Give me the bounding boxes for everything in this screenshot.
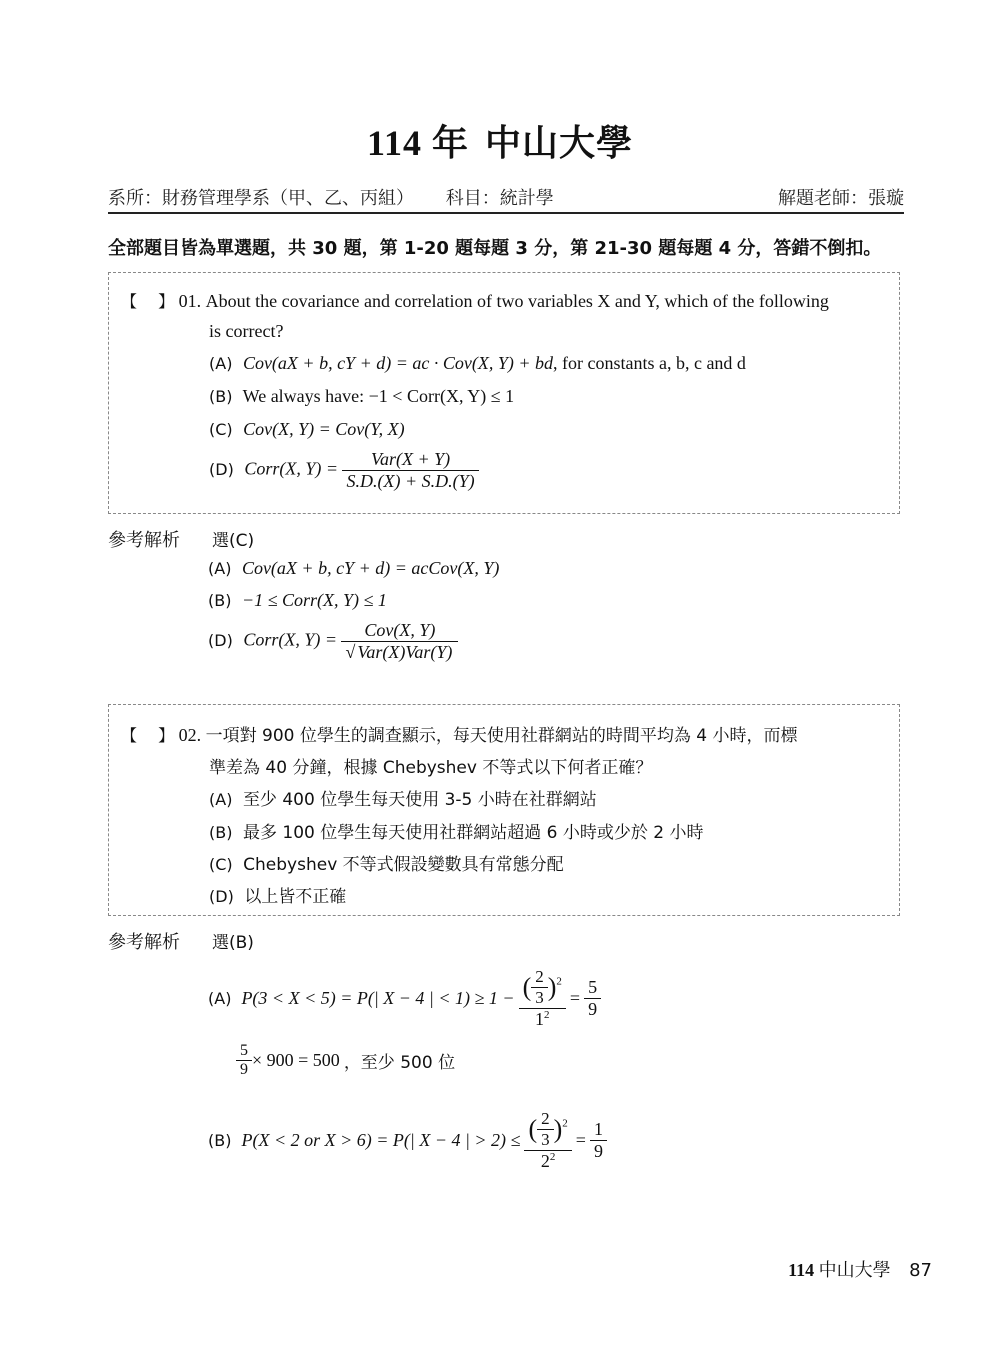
page-number: 87 xyxy=(909,1260,932,1281)
option-label: (B) xyxy=(209,387,233,406)
answer-expr: P(3 < X < 5) = P(| X − 4 | < 1) ≥ 1 − xyxy=(241,987,515,1008)
denominator: S.D.(X) + S.D.(Y) xyxy=(342,470,478,492)
option-label: (A) xyxy=(209,354,233,373)
exam-notice: 全部題目皆為單選題，共 30 題，第 1-20 題每題 3 分，第 21-30 題每題 4 分，答錯不倒扣。 xyxy=(108,238,882,259)
numerator: ( $\frac{2}{3}$ )$^2$ xyxy=(522,966,562,1007)
denominator xyxy=(519,1008,566,1030)
numerator: 5 xyxy=(240,1042,248,1059)
teacher: 解題老師：張璇 xyxy=(778,188,904,209)
answer-expr: −1 ≤ Corr(X, Y) ≤ 1 xyxy=(241,590,387,610)
answer-choice xyxy=(212,928,254,953)
numerator: 5 xyxy=(588,976,598,997)
answer-a xyxy=(208,558,499,579)
answer-expr: Cov(aX + b, cY + d) = acCov(X, Y) xyxy=(241,558,500,578)
footer-year: 114 xyxy=(788,1260,815,1280)
question-stem xyxy=(121,721,797,746)
base: 2 xyxy=(540,1150,550,1171)
fraction xyxy=(341,620,458,663)
option-text: 以上皆不正確 xyxy=(244,887,347,907)
answer-choice-text: 選(B) xyxy=(212,933,254,953)
numerator: Var(X + Y) xyxy=(370,449,451,469)
option-label: (D) xyxy=(209,887,234,906)
fraction xyxy=(236,1042,252,1079)
option-c xyxy=(209,419,405,440)
question-number: 01. xyxy=(178,291,202,311)
option-label: (A) xyxy=(209,790,233,809)
answer-bracket[interactable]: 【 】 xyxy=(121,726,175,745)
page-title xyxy=(0,115,1000,166)
option-label: (A) xyxy=(208,559,232,578)
option-text: 最多 100 位學生每天使用社群網站超過 6 小時或少於 2 小時 xyxy=(242,823,704,843)
option-c xyxy=(209,850,564,875)
question-text: About the covariance and correlation of two variables X and Y, which of the following xyxy=(205,291,829,311)
answer-a-cont xyxy=(236,1042,455,1079)
option-label: (C) xyxy=(209,855,233,874)
option-a xyxy=(209,785,597,810)
option-lhs: Corr(X, Y) = xyxy=(244,458,338,479)
option-text: We always have: −1 < Corr(X, Y) ≤ 1 xyxy=(242,386,515,406)
denominator: 9 xyxy=(590,1140,607,1162)
equals: = xyxy=(575,1129,586,1150)
inner-denominator: 3 xyxy=(537,1129,554,1150)
answer-choice xyxy=(212,526,254,551)
question-text: 一項對 900 位學生的調查顯示，每天使用社群網站的時間平均為 4 小時，而標 xyxy=(205,726,798,746)
answer-expr: P(X < 2 or X > 6) = P(| X − 4 | > 2) ≤ xyxy=(241,1129,521,1150)
option-expr: Cov(aX + b, cY + d) = ac · Cov(X, Y) + bd xyxy=(242,353,553,373)
answer-section-02 xyxy=(108,928,728,1188)
numerator: Cov(X, Y) xyxy=(364,620,436,640)
answer-expr: × 900 = 500 xyxy=(252,1050,340,1070)
option-tail: , for constants a, b, c and d xyxy=(552,353,746,373)
denominator xyxy=(524,1150,571,1172)
fraction xyxy=(524,1109,571,1172)
option-label: (A) xyxy=(208,988,232,1008)
answer-d xyxy=(208,620,458,663)
answer-b xyxy=(208,1100,607,1180)
denominator: 9 xyxy=(584,998,601,1020)
answer-b xyxy=(208,590,387,611)
option-d xyxy=(209,882,346,907)
subject: 科目：統計學 xyxy=(445,188,554,209)
fraction xyxy=(519,967,566,1030)
fraction xyxy=(342,449,478,492)
option-label: (D) xyxy=(208,630,233,650)
inner-numerator: 2 xyxy=(535,966,544,986)
question-stem xyxy=(121,289,829,312)
option-label: (D) xyxy=(209,459,234,479)
question-text-cont: is correct? xyxy=(209,321,284,341)
inner-numerator: 2 xyxy=(541,1108,550,1128)
answer-label: 參考解析 xyxy=(108,932,180,952)
option-expr: Cov(X, Y) = Cov(Y, X) xyxy=(243,419,405,439)
answer-label: 參考解析 xyxy=(108,530,180,550)
option-label: (B) xyxy=(208,1130,232,1150)
exam-meta xyxy=(108,184,904,214)
question-box-01 xyxy=(108,272,900,514)
answer-text: ，至少 500 位 xyxy=(343,1053,456,1073)
department: 系所：財務管理學系（甲、乙、丙組） xyxy=(108,188,414,209)
title-year: 114 年 xyxy=(366,123,469,163)
question-text-cont: 準差為 40 分鐘，根據 Chebyshev 不等式以下何者正確？ xyxy=(209,758,653,778)
option-b xyxy=(209,386,514,407)
answer-bracket[interactable]: 【 】 xyxy=(121,292,175,311)
equals: = xyxy=(569,987,581,1008)
question-box-02 xyxy=(108,704,900,916)
question-number: 02. xyxy=(178,725,202,745)
footer-school: 中山大學 xyxy=(818,1260,891,1281)
option-d xyxy=(209,449,479,492)
result-fraction xyxy=(584,977,601,1020)
option-a xyxy=(209,353,746,374)
option-text: Chebyshev 不等式假設變數具有常態分配 xyxy=(243,855,564,875)
answer-lhs: Corr(X, Y) = xyxy=(243,629,337,650)
title-school: 中山大學 xyxy=(485,123,634,164)
option-label: (B) xyxy=(209,823,233,842)
result-fraction xyxy=(590,1119,607,1162)
denominator: 9 xyxy=(236,1060,252,1079)
power: 2 xyxy=(549,1150,556,1163)
answer-a xyxy=(208,958,601,1038)
option-text: 至少 400 位學生每天使用 3-5 小時在社群網站 xyxy=(242,790,597,810)
denominator: √ Var(X)Var(Y) xyxy=(341,641,458,663)
numerator: 1 xyxy=(593,1118,603,1139)
page-footer xyxy=(788,1256,932,1282)
inner-denominator: 3 xyxy=(531,987,548,1008)
answer-choice-text: 選(C) xyxy=(212,531,255,551)
power: 2 xyxy=(562,1117,568,1130)
numerator: ( $\frac{2}{3}$ )$^2$ xyxy=(528,1108,568,1149)
power: 2 xyxy=(543,1008,550,1021)
option-label: (C) xyxy=(209,420,233,439)
option-label: (B) xyxy=(208,591,232,610)
base: 1 xyxy=(534,1008,544,1029)
power: 2 xyxy=(556,975,562,988)
option-b xyxy=(209,818,703,843)
sqrt-content: Var(X)Var(Y) xyxy=(357,642,453,662)
answer-section-01 xyxy=(108,526,708,686)
